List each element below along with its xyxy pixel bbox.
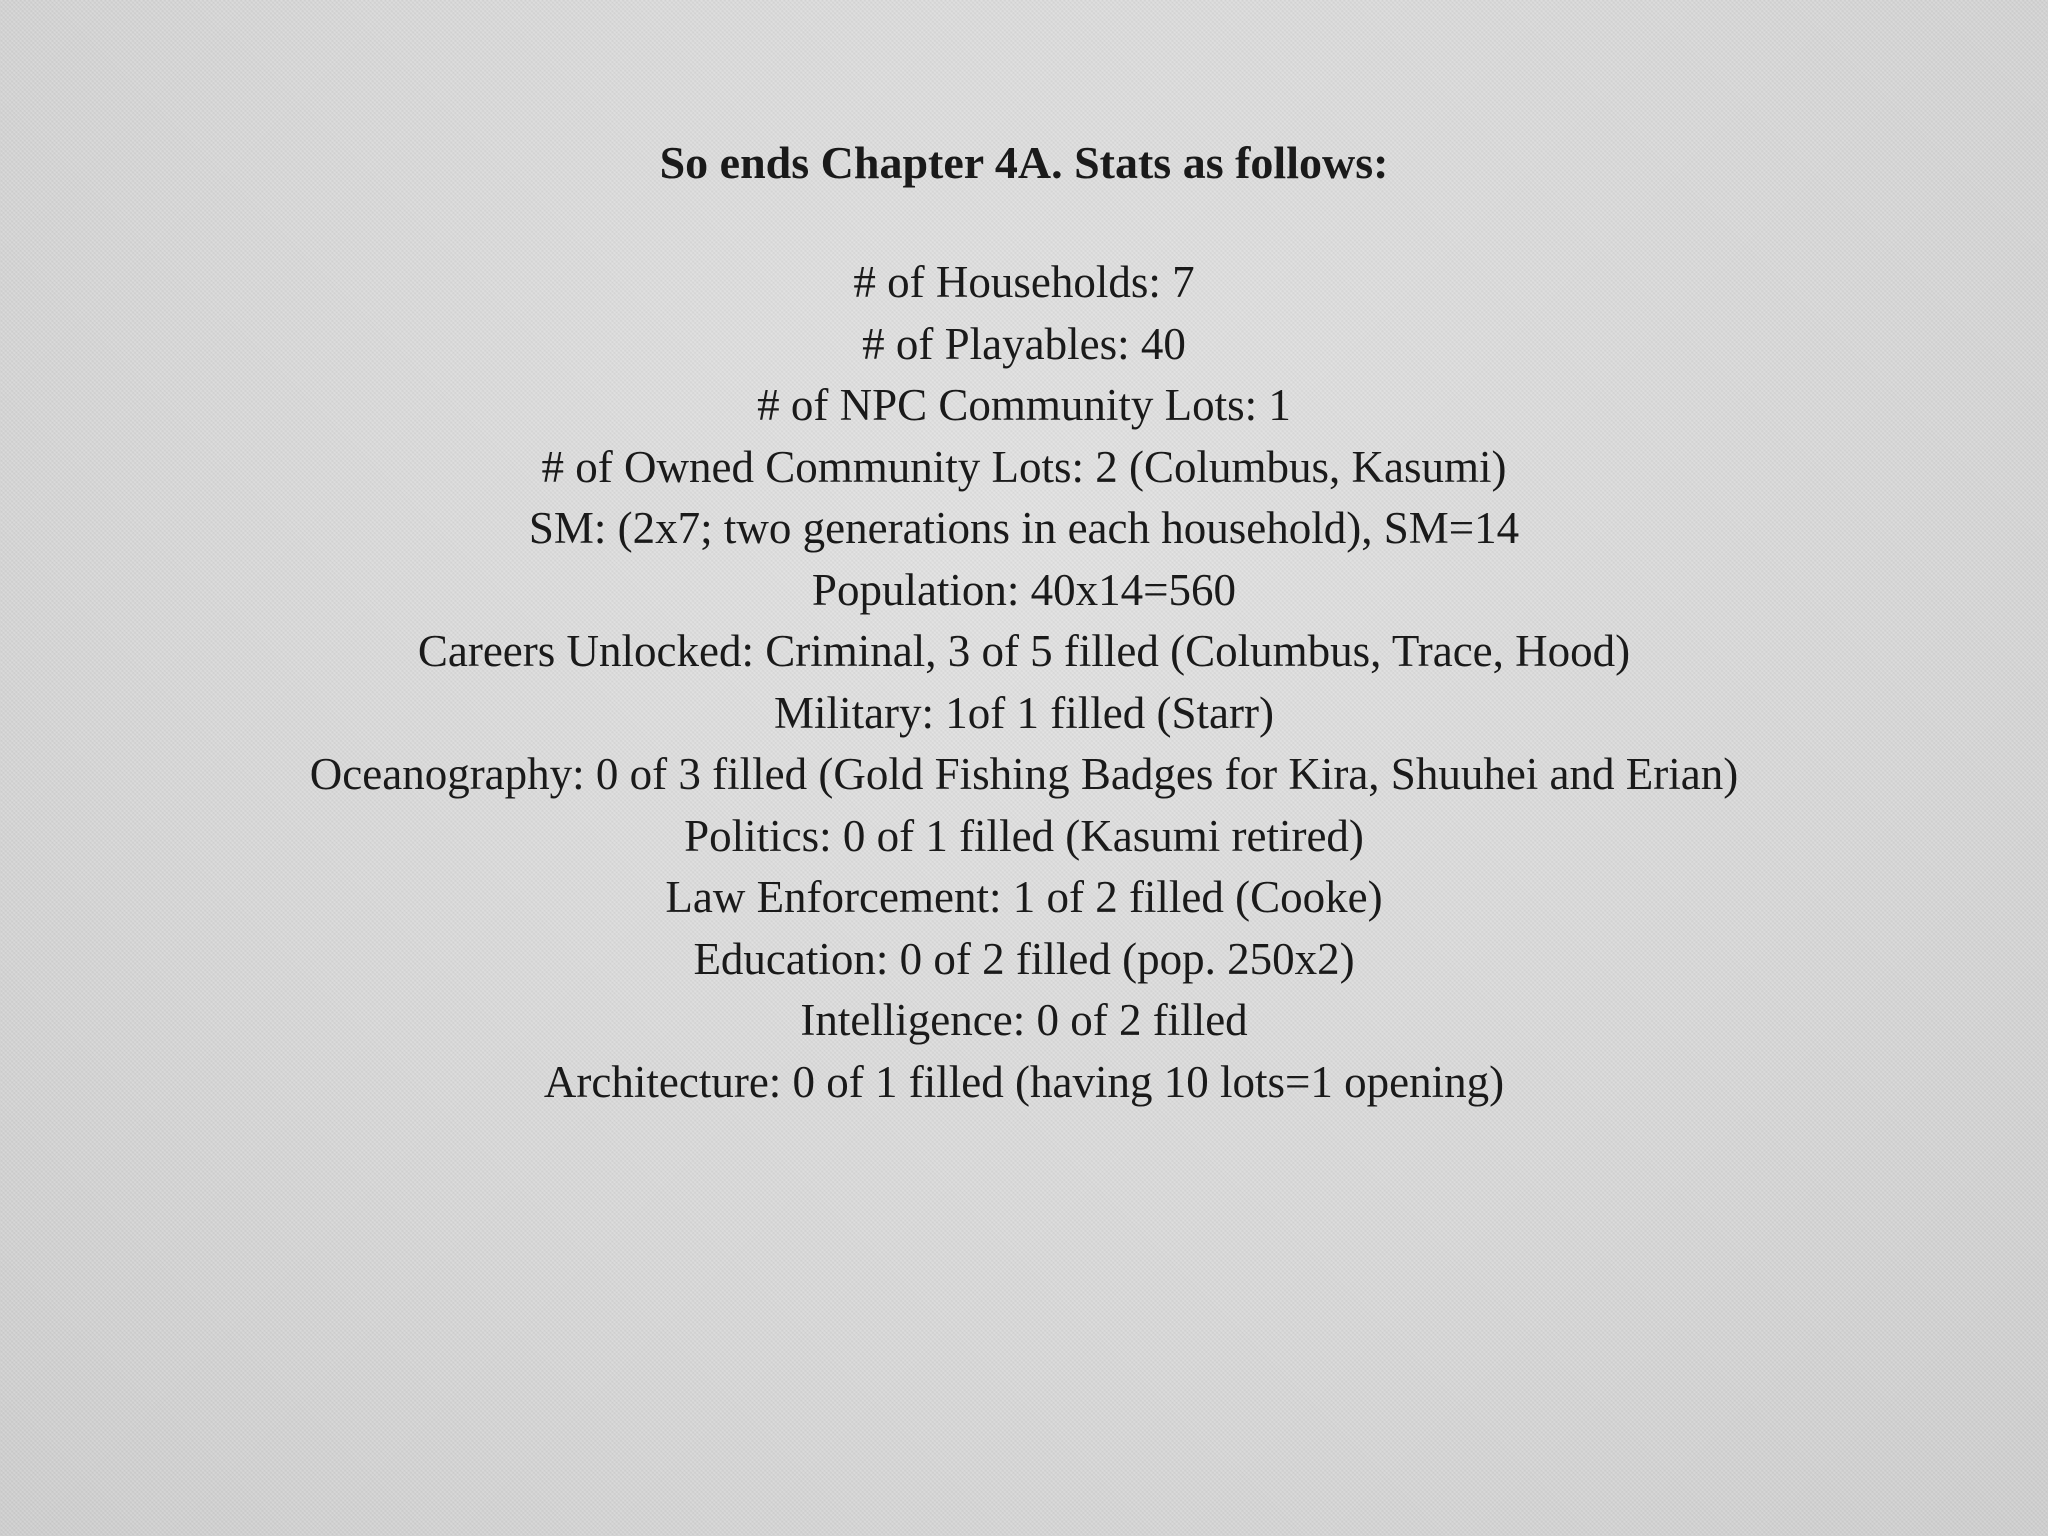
- stat-intelligence: Intelligence: 0 of 2 filled: [800, 995, 1248, 1045]
- stat-playables: # of Playables: 40: [862, 318, 1186, 369]
- stat-education: Education: 0 of 2 filled (pop. 250x2): [693, 933, 1355, 984]
- stat-law-enforcement: Law Enforcement: 1 of 2 filled (Cooke): [665, 872, 1383, 922]
- stat-politics: Politics: 0 of 1 filled (Kasumi retired): [684, 810, 1364, 861]
- stat-households: # of Households: 7: [853, 257, 1195, 307]
- stat-architecture: Architecture: 0 of 1 filled (having 10 lots=1 opening): [543, 1056, 1505, 1107]
- stat-owned-community-lots: # of Owned Community Lots: 2 (Columbus, Kasumi): [541, 441, 1507, 492]
- stat-sm: SM: (2x7; two generations in each household), SM=14: [528, 503, 1520, 553]
- slide-title: So ends Chapter 4A. Stats as follows:: [659, 137, 1389, 188]
- stats-list: [0, 252, 2048, 1113]
- stat-npc-community-lots: # of NPC Community Lots: 1: [757, 380, 1291, 430]
- stat-careers-criminal: Careers Unlocked: Criminal, 3 of 5 filled (Columbus, Trace, Hood): [417, 626, 1631, 676]
- stat-oceanography: Oceanography: 0 of 3 filled (Gold Fishing Badges for Kira, Shuuhei and Erian): [309, 749, 1739, 799]
- stat-military: Military: 1of 1 filled (Starr): [774, 687, 1274, 738]
- stat-population: Population: 40x14=560: [811, 564, 1237, 615]
